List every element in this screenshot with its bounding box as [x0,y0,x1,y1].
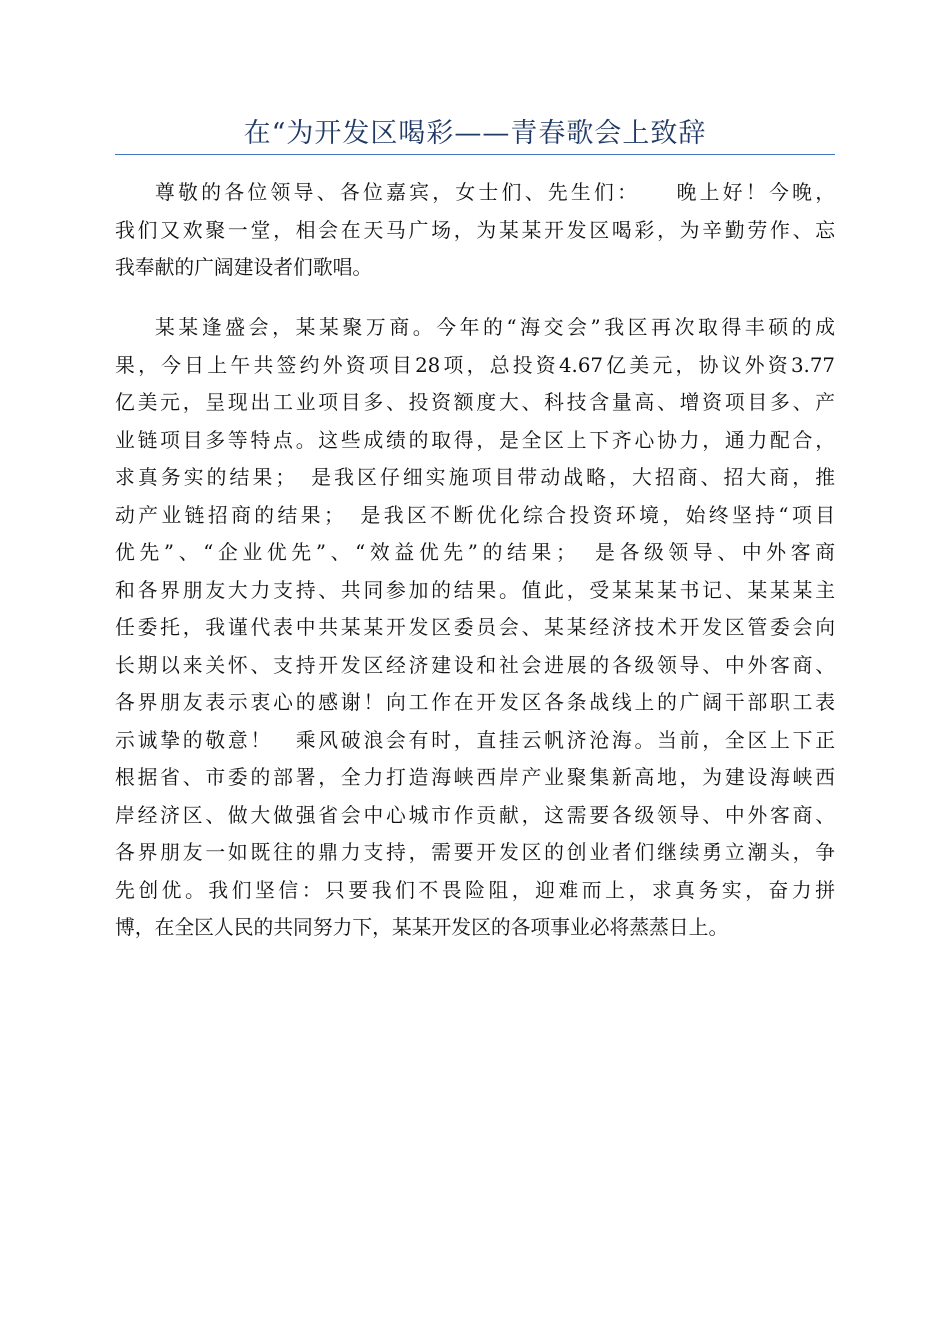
text-line: 任委托，我谨代表中共某某开发区委员会、某某经济技术开发区管委会向 [115,616,835,639]
text-line: 业链项目多等特点。这些成绩的取得，是全区上下齐心协力，通力配合， [115,428,835,452]
text-line: 各界朋友一如既往的鼎力支持，需要开发区的创业者们继续勇立潮头，争 [115,841,835,864]
text-line: 某某逢盛会，某某聚万商。今年的“海交会”我区再次取得丰硕的成 [155,316,835,339]
title-underline [115,154,835,155]
text-line: 动产业链招商的结果； 是我区不断优化综合投资环境，始终坚持“项目 [115,503,835,527]
text-line: 根据省、市委的部署，全力打造海峡西岸产业聚集新高地，为建设海峡西 [115,766,835,789]
text-line: 和各界朋友大力支持、共同参加的结果。值此，受某某某书记、某某某主 [115,578,835,602]
text-line: 博，在全区人民的共同努力下，某某开发区的各项事业必将蒸蒸日上。 [115,916,729,939]
text-line: 各界朋友表示衷心的感谢！向工作在开发区各条战线上的广阔干部职工表 [115,691,835,714]
text-line: 尊敬的各位领导、各位嘉宾，女士们、先生们： 晚上好！今晚， [155,181,835,204]
text-line: 先创优。我们坚信：只要我们不畏险阻，迎难而上，求真务实，奋力拼 [115,878,835,902]
text-line: 亿美元，呈现出工业项目多、投资额度大、科技含量高、增资项目多、产 [115,391,835,414]
text-line: 示诚挚的敬意！ 乘风破浪会有时，直挂云帆济沧海。当前，全区上下正 [115,728,835,752]
paragraph-main [115,309,835,947]
document-title: 在“为开发区喝彩——青春歌会上致辞 [243,118,707,149]
text-line: 果，今日上午共签约外资项目28项，总投资4.67亿美元，协议外资3.77 [115,353,835,377]
text-line: 求真务实的结果； 是我区仔细实施项目带动战略，大招商、招大商，推 [115,466,835,489]
text-line: 优先”、“企业优先”、“效益优先”的结果； 是各级领导、中外客商 [115,541,835,564]
paragraph-greeting [115,174,835,287]
text-line: 我奉献的广阔建设者们歌唱。 [115,256,373,279]
text-line: 我们又欢聚一堂，相会在天马广场，为某某开发区喝彩，为辛勤劳作、忘 [115,218,835,242]
text-line: 长期以来关怀、支持开发区经济建设和社会进展的各级领导、中外客商、 [115,653,835,677]
text-line: 岸经济区、做大做强省会中心城市作贡献，这需要各级领导、中外客商、 [115,803,835,827]
